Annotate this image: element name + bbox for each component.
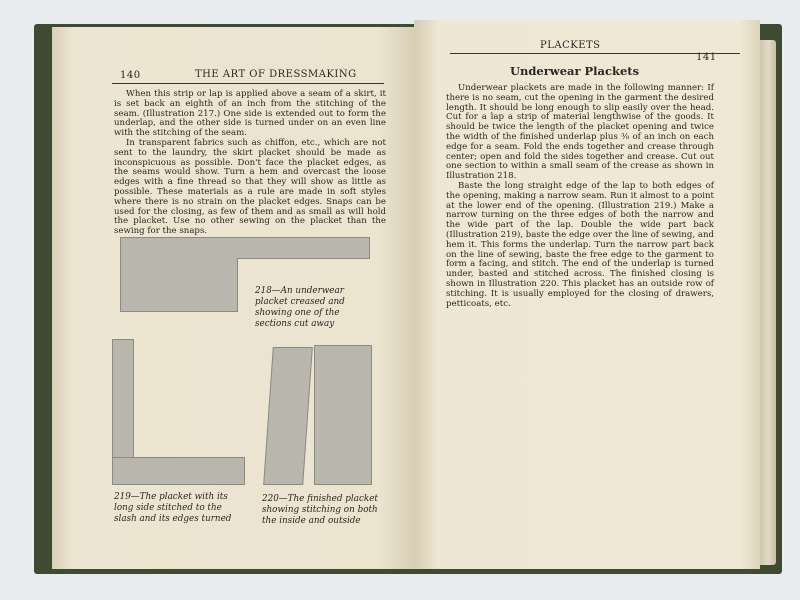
caption-218: 218—An underwear placket creased and showing one of the sections cut away [255, 286, 345, 329]
running-head: THE ART OF DRESSMAKING [195, 69, 357, 80]
page-number: 141 [696, 52, 717, 63]
right-page [414, 20, 760, 569]
page-edges [760, 40, 776, 565]
body-text [114, 90, 386, 237]
running-head: PLACKETS [540, 40, 601, 51]
paragraph: Underwear plackets are made in the following manner: If there is no seam, cut the opening in the garment the desired length. It should be long enough to slip easily over the head. Cut for a lap a strip of material lengthwise of the goods. It should be twice the length of the placket opening and twice the width of the finished underlap plus ⅜ of an inch on each edge for a seam. Fold the ends together and crease through center; open and fold the sides together and crease. Cut out one section to within a small seam of the crease as shown in Illustration 218. [446, 83, 714, 182]
caption-220: 220—The finished placket showing stitching on both the inside and outside [262, 494, 378, 526]
left-page [52, 27, 414, 569]
paragraph: In transparent fabrics such as chiffon, etc., which are not sent to the laundry, the skirt placket should be made as inconspicuous as possible. Don't face the placket edges, as the seams would show. Turn a hem and overcast the loose edges with a fine thread so that they will show as little as possible. These materials as a rule are made in soft styles where there is no strain on the placket edges. Snaps can be used for the closing, as few of them and as small as will hold the placket. Use no other sewing on the placket than the sewing for the snaps. [114, 137, 386, 237]
page-number: 140 [120, 70, 141, 81]
caption-219: 219—The placket with its long side stitched to the slash and its edges turned [114, 492, 232, 524]
section-heading: Underwear Plackets [510, 64, 640, 78]
paragraph: Baste the long straight edge of the lap to both edges of the opening, making a narrow seam. Run it almost to a point at the lower end of the opening. (Illustration 219.) Make a narrow turning on the three edges of both the narrow and the wide part of the lap. Double the wide part back (Illustration 219), baste the edge over the line of sewing, and hem it. This forms the underlap. Turn the narrow part back on the line of sewing, baste the free edge to the garment to form a facing, and stitch. The end of the underlap is turned under, basted and stitched across. The finished closing is shown in Illustration 220. This placket has an outside row of stitching. It is usually employed for the closing of drawers, petticoats, etc. [446, 180, 714, 309]
paragraph: When this strip or lap is applied above a seam of a skirt, it is set back an eighth of an inch from the stitching of the seam. (Illustration 217.) One side is extended out to form the underlap, and the other side is turned under on an even line with the stitching of the seam. [114, 89, 386, 139]
header-rule [112, 83, 384, 84]
body-text [446, 84, 714, 309]
